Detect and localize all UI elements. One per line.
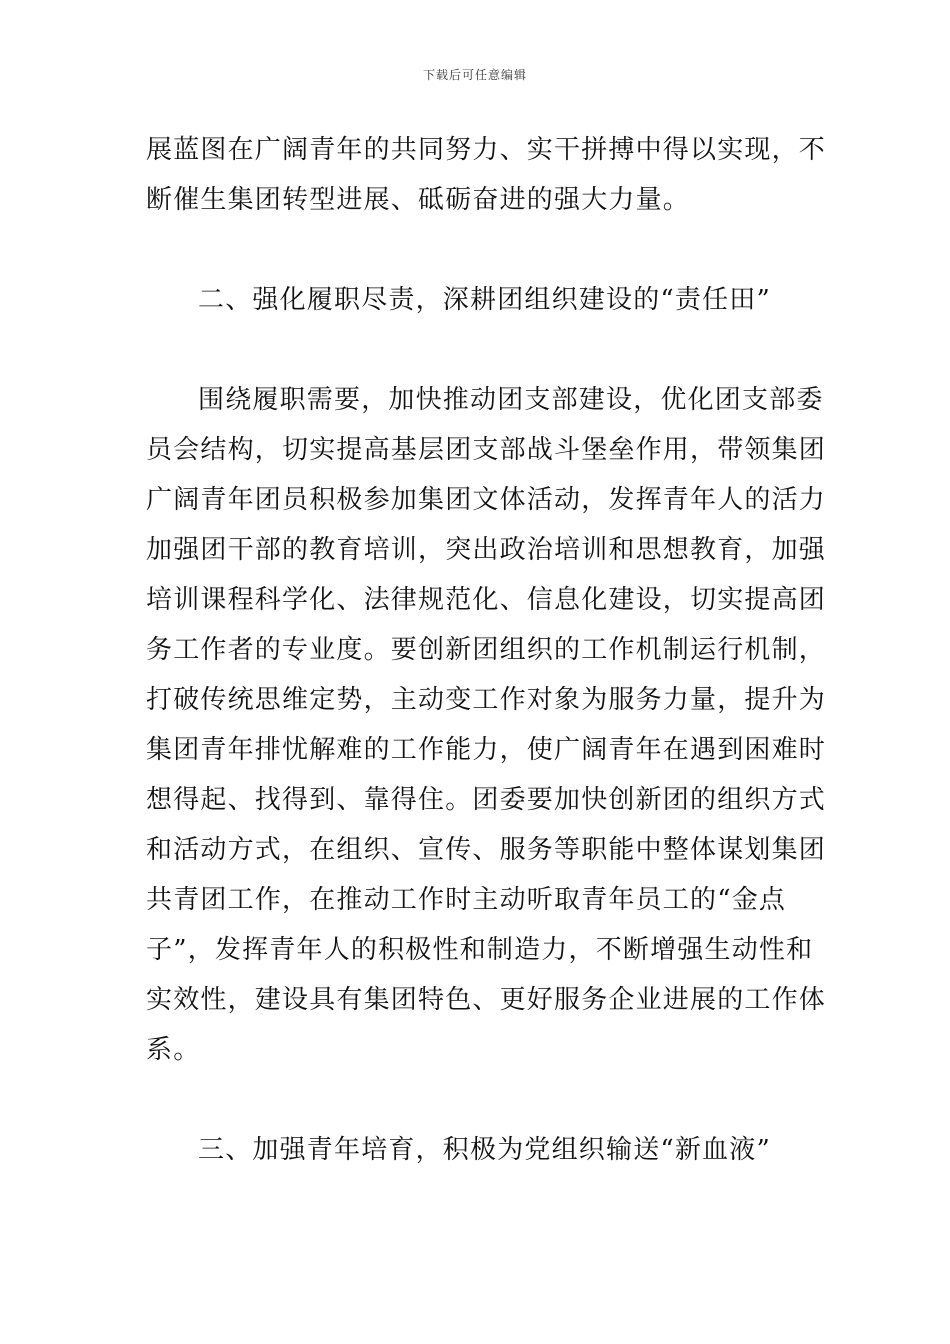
paragraph-line: 广阔青年团员积极参加集团文体活动，发挥青年人的活力 [146, 485, 827, 515]
paragraph-line: 围绕履职需要，加快推动团支部建设，优化团支部委 [198, 385, 824, 415]
paragraph-1 [146, 125, 827, 225]
paragraph-line: 培训课程科学化、法律规范化、信息化建设，切实提高团 [146, 585, 827, 615]
section-heading-3: 三、加强青年培育，积极为党组织输送“新血液” [198, 1135, 771, 1165]
page-header-note: 下载后可任意编辑 [422, 68, 527, 82]
paragraph-line: 想得起、找得到、靠得住。团委要加快创新团的组织方式 [146, 785, 827, 815]
paragraph-line: 务工作者的专业度。要创新团组织的工作机制运行机制， [146, 635, 827, 665]
document-body [146, 125, 827, 1175]
paragraph-line: 集团青年排忧解难的工作能力，使广阔青年在遇到困难时 [146, 735, 827, 765]
paragraph-line: 加强团干部的教育培训，突出政治培训和思想教育，加强 [146, 535, 827, 565]
paragraph-line: 员会结构，切实提高基层团支部战斗堡垒作用，带领集团 [146, 435, 827, 465]
paragraph-line: 断催生集团转型进展、砥砺奋进的强大力量。 [146, 185, 691, 215]
paragraph-line: 实效性，建设具有集团特色、更好服务企业进展的工作体 [146, 985, 827, 1015]
paragraph-line: 共青团工作，在推动工作时主动听取青年员工的“金点 [146, 885, 787, 915]
paragraph-line: 打破传统思维定势，主动变工作对象为服务力量，提升为 [146, 685, 827, 715]
paragraph-line: 子”，发挥青年人的积极性和制造力，不断增强生动性和 [146, 935, 814, 965]
section-heading-2: 二、强化履职尽责，深耕团组织建设的“责任田” [198, 285, 771, 315]
paragraph-line: 系。 [146, 1035, 201, 1065]
paragraph-line: 展蓝图在广阔青年的共同努力、实干拼搏中得以实现，不 [146, 135, 827, 165]
paragraph-2 [146, 375, 827, 1075]
paragraph-line: 和活动方式，在组织、宣传、服务等职能中整体谋划集团 [146, 835, 827, 865]
